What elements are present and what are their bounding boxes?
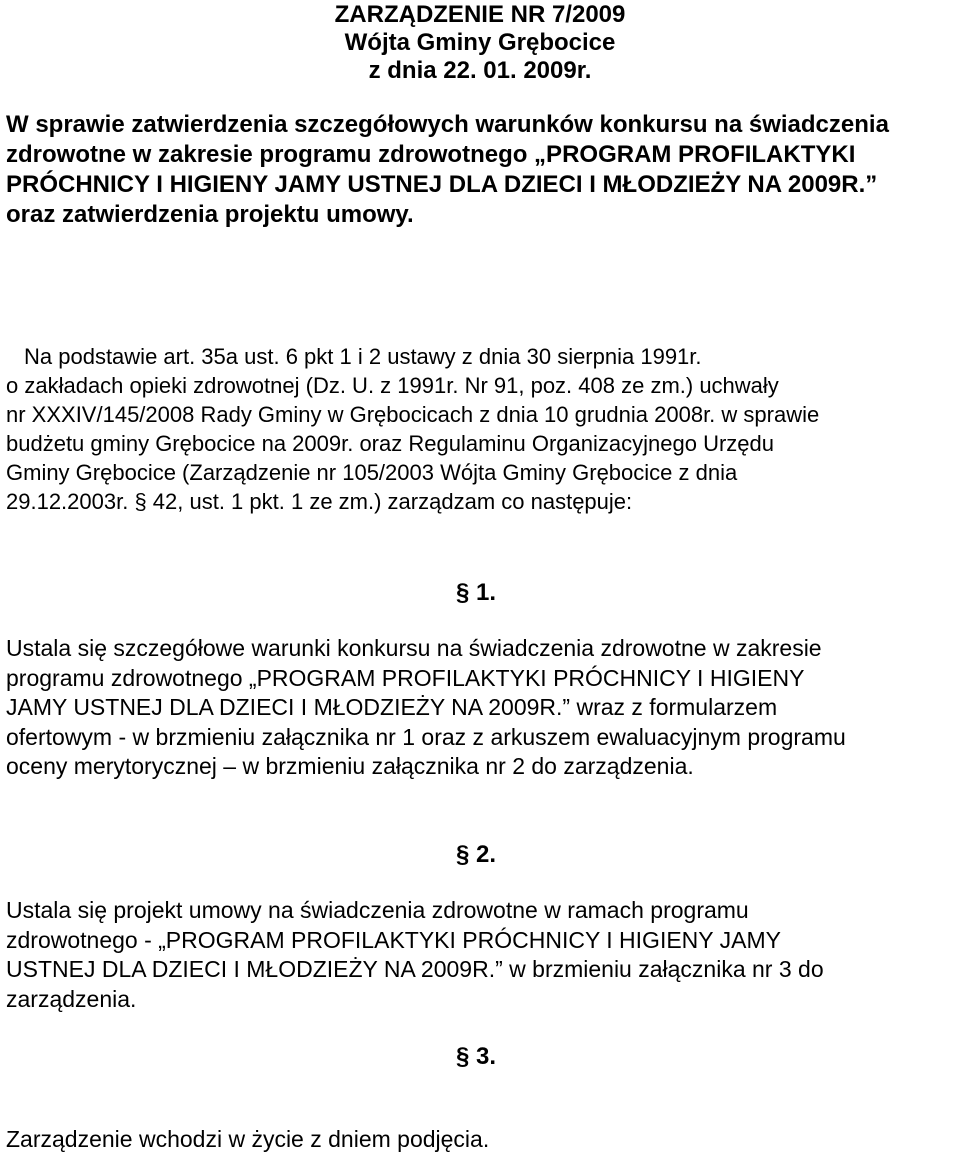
section-3-heading: § 3. [456,1043,497,1070]
subject-line: zdrowotne w zakresie programu zdrowotnego „PROGRAM PROFILAKTYKI [6,141,856,168]
document-number: ZARZĄDZENIE NR 7/2009 [334,1,626,28]
section-2-line: zarządzenia. [6,985,137,1012]
closing-statement: Zarządzenie wchodzi w życie z dniem podjęcia. [6,1126,490,1152]
legal-basis-line: Na podstawie art. 35a ust. 6 pkt 1 i 2 ustawy z dnia 30 sierpnia 1991r. [24,344,702,369]
section-2-line: zdrowotnego - „PROGRAM PROFILAKTYKI PRÓCHNICY I HIGIENY JAMY [6,926,781,953]
section-2-text [6,896,956,1014]
section-1-line: programu zdrowotnego „PROGRAM PROFILAKTYKI PRÓCHNICY I HIGIENY [6,664,805,691]
issuer: Wójta Gminy Grębocice [344,29,616,56]
subject-line: oraz zatwierdzenia projektu umowy. [6,201,414,228]
subject-line: PRÓCHNICY I HIGIENY JAMY USTNEJ DLA DZIECI I MŁODZIEŻY NA 2009R.” [6,171,878,198]
subject-line: W sprawie zatwierdzenia szczegółowych warunków konkursu na świadczenia [6,111,889,138]
section-1-heading: § 1. [456,579,497,606]
legal-basis [6,342,954,516]
section-1-line: JAMY USTNEJ DLA DZIECI I MŁODZIEŻY NA 2009R.” wraz z formularzem [6,694,778,720]
section-2-line: USTNEJ DLA DZIECI I MŁODZIEŻY NA 2009R.” w brzmieniu załącznika nr 3 do [6,956,824,982]
legal-basis-line: 29.12.2003r. § 42, ust. 1 pkt. 1 ze zm.) zarządzam co następuje: [6,489,633,514]
legal-basis-line: o zakładach opieki zdrowotnej (Dz. U. z 1991r. Nr 91, poz. 408 ze zm.) uchwały [6,373,779,398]
document-date: z dnia 22. 01. 2009r. [368,57,592,84]
section-1-line: Ustala się szczegółowe warunki konkursu na świadczenia zdrowotne w zakresie [6,635,822,661]
legal-basis-line: budżetu gminy Grębocice na 2009r. oraz Regulaminu Organizacyjnego Urzędu [6,431,774,456]
section-1-text [6,634,956,782]
legal-basis-line: Gminy Grębocice (Zarządzenie nr 105/2003 Wójta Gminy Grębocice z dnia [6,460,738,485]
section-2-heading: § 2. [456,841,497,868]
section-1-line: oceny merytorycznej – w brzmieniu załącznika nr 2 do zarządzenia. [6,753,694,779]
document-subject [6,110,956,230]
section-2-line: Ustala się projekt umowy na świadczenia zdrowotne w ramach programu [6,897,749,923]
legal-basis-line: nr XXXIV/145/2008 Rady Gminy w Grębocicach z dnia 10 grudnia 2008r. w sprawie [6,402,820,427]
section-1-line: ofertowym - w brzmieniu załącznika nr 1 oraz z arkuszem ewaluacyjnym programu [6,723,846,750]
